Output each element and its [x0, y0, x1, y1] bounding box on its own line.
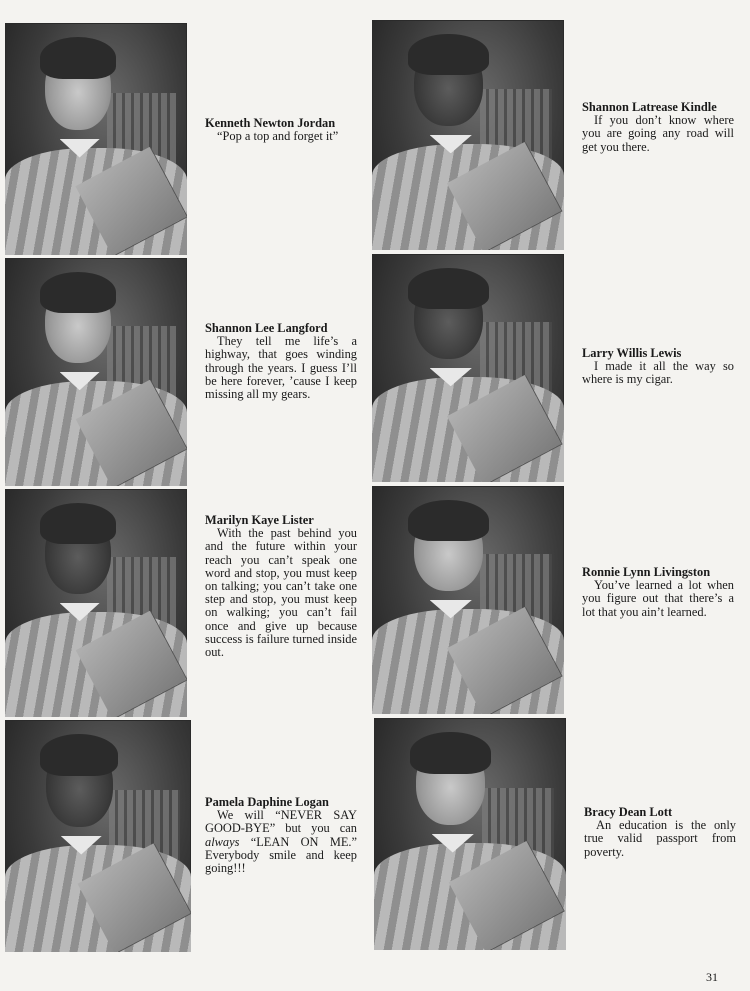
student-name: Marilyn Kaye Lister: [205, 513, 314, 527]
student-entry-bracy-lott: [584, 806, 736, 859]
student-quote: We will “NEVER SAY GOOD-BYE” but you can always “LEAN ON ME.” Everybody smile and keep going!!!: [205, 808, 357, 876]
portrait-photo-bracy-lott: [374, 718, 566, 950]
student-entry-larry-lewis: [582, 347, 734, 387]
student-name: Larry Willis Lewis: [582, 346, 682, 360]
student-entry-ronnie-livingston: [582, 566, 734, 619]
student-entry-shannon-langford: [205, 322, 357, 401]
portrait-photo-shannon-kindle: [372, 20, 564, 250]
student-name: Pamela Daphine Logan: [205, 795, 329, 809]
student-quote: They tell me life’s a highway, that goes winding through the years. I guess I’ll be here forever, ’cause I keep missing all my gears.: [205, 334, 357, 402]
page-number: 31: [706, 970, 718, 984]
student-quote: An education is the only true valid passport from poverty.: [584, 818, 736, 859]
portrait-photo-marilyn-lister: [5, 489, 187, 717]
portrait-photo-kenneth-jordan: [5, 23, 187, 255]
portrait-photo-pamela-logan: [5, 720, 191, 952]
student-quote: If you don’t know where you are going any road will get you there.: [582, 113, 734, 154]
student-name: Shannon Lee Langford: [205, 321, 328, 335]
student-entry-kenneth-jordan: [205, 117, 357, 143]
student-quote: With the past behind you and the future within your reach you can’t speak one word and stop, you must keep on talking; you can’t take one step and stop, you must keep on walking; you can’t fail once and give up because success is failure turned inside out.: [205, 526, 357, 660]
student-entry-marilyn-lister: [205, 514, 357, 659]
portrait-photo-shannon-langford: [5, 258, 187, 486]
portrait-photo-ronnie-livingston: [372, 486, 564, 714]
portrait-photo-larry-lewis: [372, 254, 564, 482]
student-quote: You’ve learned a lot when you figure out that there’s a lot that you ain’t learned.: [582, 578, 734, 619]
student-quote: I made it all the way so where is my cigar.: [582, 359, 734, 387]
student-name: Bracy Dean Lott: [584, 805, 673, 819]
student-name: Kenneth Newton Jordan: [205, 116, 336, 130]
student-entry-pamela-logan: [205, 796, 357, 875]
student-name: Shannon Latrease Kindle: [582, 100, 717, 114]
student-quote: “Pop a top and forget it”: [217, 129, 339, 144]
student-name: Ronnie Lynn Livingston: [582, 565, 711, 579]
student-entry-shannon-kindle: [582, 101, 734, 154]
